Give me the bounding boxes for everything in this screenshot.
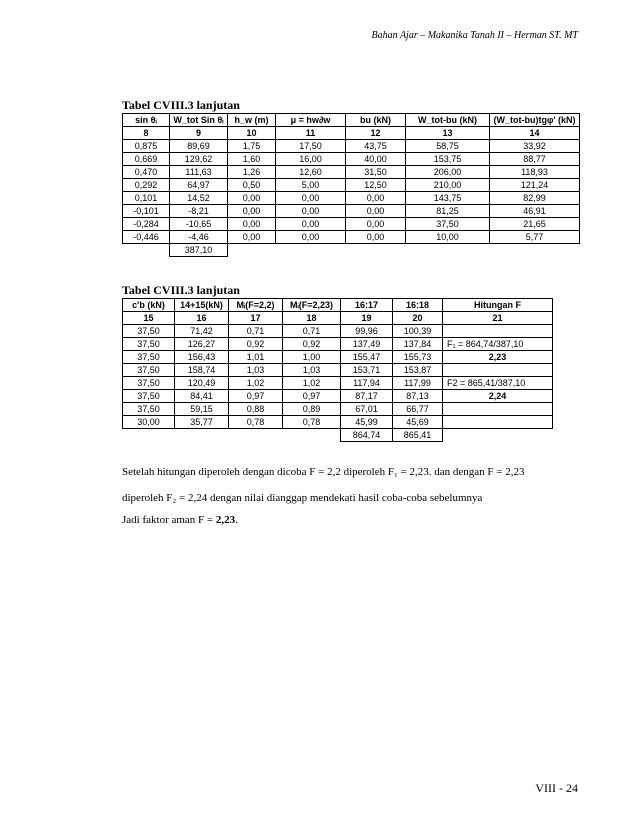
table-cell: 117,94: [341, 377, 393, 390]
table2-header: 14+15(kN): [175, 299, 229, 312]
empty-cell: [283, 429, 341, 442]
empty-cell: [406, 244, 490, 257]
table2-header: 16:17: [341, 299, 393, 312]
table-cell: 17,50: [276, 140, 346, 153]
table-cell: 81,25: [406, 205, 490, 218]
table-row: [123, 179, 580, 192]
table-cell: 89,69: [170, 140, 228, 153]
table-cell: 0,92: [283, 338, 341, 351]
table-cell: 12,60: [276, 166, 346, 179]
table-cell: 0,00: [228, 205, 276, 218]
safety-factor-prefix: Jadi faktor aman F =: [122, 514, 216, 526]
table-cell: 30,00: [123, 416, 175, 429]
table-cell: 210,00: [406, 179, 490, 192]
table-cell: 120,49: [175, 377, 229, 390]
table-cell: 0,50: [228, 179, 276, 192]
table1-col-number: 11: [276, 127, 346, 140]
table-cell: 143,75: [406, 192, 490, 205]
table-cell: 1,60: [228, 153, 276, 166]
table1-col-number: 13: [406, 127, 490, 140]
table-cell: 37,50: [123, 403, 175, 416]
table-cell: 156,43: [175, 351, 229, 364]
table-cell: 45,69: [393, 416, 443, 429]
empty-cell: [123, 429, 175, 442]
table-cell: 87,13: [393, 390, 443, 403]
table-cell: 0,89: [283, 403, 341, 416]
table1-header: bu (kN): [346, 114, 406, 127]
table2-total-row: [123, 429, 553, 442]
table-cell: 0,00: [346, 231, 406, 244]
table-cell: 0,00: [228, 192, 276, 205]
table2-col-number: 21: [443, 312, 553, 325]
table-cell: 129,62: [170, 153, 228, 166]
table-cell: 0,00: [276, 218, 346, 231]
table-cell: 206,00: [406, 166, 490, 179]
table-cell: 0,78: [229, 416, 283, 429]
table-cell: 0,78: [283, 416, 341, 429]
table1-col-number: 9: [170, 127, 228, 140]
table-cell: 14,52: [170, 192, 228, 205]
table-cell: 0,97: [229, 390, 283, 403]
calculation-cell: 2,24: [443, 390, 553, 403]
table-cell: 0,92: [229, 338, 283, 351]
table-row: [123, 364, 553, 377]
table-cell: 1,02: [283, 377, 341, 390]
table-row: [123, 231, 580, 244]
table2-number-row: [123, 312, 553, 325]
table-cell: 43,75: [346, 140, 406, 153]
table-cell: 37,50: [123, 351, 175, 364]
table-row: [123, 403, 553, 416]
table2-col-number: 20: [393, 312, 443, 325]
table-cell: 21,65: [490, 218, 580, 231]
table2-col-number: 19: [341, 312, 393, 325]
table-cell: 66,77: [393, 403, 443, 416]
table-cell: 35,77: [175, 416, 229, 429]
table-cell: 71,42: [175, 325, 229, 338]
table2-header: 16:18: [393, 299, 443, 312]
table-row: [123, 205, 580, 218]
conclusion-line-2: diperoleh F₂ = 2,24 dengan nilai dianggap mendekati hasil coba-coba sebelumnya: [122, 492, 483, 504]
table-cell: 153,75: [406, 153, 490, 166]
table1-header: W_tot-bu (kN): [406, 114, 490, 127]
table-row: [123, 325, 553, 338]
calculation-cell: F2 = 865,41/387,10: [443, 377, 553, 390]
table-cell: 126,27: [175, 338, 229, 351]
table-cell: 5,77: [490, 231, 580, 244]
table1-col-number: 14: [490, 127, 580, 140]
empty-cell: [443, 429, 553, 442]
table-row: [123, 192, 580, 205]
page-header: Bahan Ajar – Makanika Tanah II – Herman ST. MT: [371, 30, 578, 41]
safety-factor-value: 2,23: [215, 514, 236, 526]
table-cell: 0,00: [228, 231, 276, 244]
table-row: [123, 390, 553, 403]
table-cell: -0,101: [123, 205, 170, 218]
table2-col-number: 16: [175, 312, 229, 325]
table2-total-20: 865,41: [393, 429, 443, 442]
table-row: [123, 377, 553, 390]
empty-cell: [229, 429, 283, 442]
table-cell: 0,71: [229, 325, 283, 338]
table-cell: 87,17: [341, 390, 393, 403]
table-cell: 0,00: [346, 218, 406, 231]
table-cell: 84,41: [175, 390, 229, 403]
table-cell: 1,26: [228, 166, 276, 179]
table-cell: 16,00: [276, 153, 346, 166]
table-cell: 37,50: [123, 377, 175, 390]
table1-header: W_tot Sin θᵢ: [170, 114, 228, 127]
table1-header: μ = hw∂w: [276, 114, 346, 127]
table-cell: 153,87: [393, 364, 443, 377]
empty-cell: [228, 244, 276, 257]
table-cell: 37,50: [406, 218, 490, 231]
table2-total-19: 864,74: [341, 429, 393, 442]
calculation-cell: [443, 416, 553, 429]
table-cell: 137,49: [341, 338, 393, 351]
table1-col-number: 12: [346, 127, 406, 140]
table-cell: 82,99: [490, 192, 580, 205]
table-cell: 0,00: [346, 205, 406, 218]
table1-col-number: 10: [228, 127, 276, 140]
conclusion-line-1: Setelah hitungan diperoleh dengan dicoba F = 2,2 diperoleh F₁ = 2,23. dan dengan F = 2,23: [122, 466, 525, 478]
table-cell: 10,00: [406, 231, 490, 244]
table-row: [123, 153, 580, 166]
table1-total-row: [123, 244, 580, 257]
table-cell: 158,74: [175, 364, 229, 377]
table-cell: 67,01: [341, 403, 393, 416]
table-cell: 45,99: [341, 416, 393, 429]
page-number: VIII - 24: [535, 781, 578, 795]
table2: [122, 298, 553, 442]
calculation-cell: 2,23: [443, 351, 553, 364]
table-row: [123, 338, 553, 351]
table-cell: 155,47: [341, 351, 393, 364]
table-cell: 1,00: [283, 351, 341, 364]
table1-col-number: 8: [123, 127, 170, 140]
table1-total: 387,10: [170, 244, 228, 257]
table2-header: c'b (kN): [123, 299, 175, 312]
table1-header: h_w (m): [228, 114, 276, 127]
table1-header: (W_tot-bu)tgφ' (kN): [490, 114, 580, 127]
calculation-cell: [443, 403, 553, 416]
table-cell: 33,92: [490, 140, 580, 153]
table-cell: 0,101: [123, 192, 170, 205]
table-cell: 137,84: [393, 338, 443, 351]
table1-title: Tabel CVIII.3 lanjutan: [122, 98, 240, 112]
table-cell: 46,91: [490, 205, 580, 218]
table-cell: 1,75: [228, 140, 276, 153]
table2-header-row: [123, 299, 553, 312]
table-cell: 37,50: [123, 325, 175, 338]
table-cell: 0,00: [228, 218, 276, 231]
empty-cell: [175, 429, 229, 442]
empty-cell: [490, 244, 580, 257]
empty-cell: [123, 244, 170, 257]
table-cell: 99,96: [341, 325, 393, 338]
table2-col-number: 17: [229, 312, 283, 325]
table-cell: 1,03: [229, 364, 283, 377]
table-cell: 1,02: [229, 377, 283, 390]
table-cell: 12,50: [346, 179, 406, 192]
table-cell: 121,24: [490, 179, 580, 192]
table-cell: -8,21: [170, 205, 228, 218]
table2-header: Mᵢ(F=2,2): [229, 299, 283, 312]
table-row: [123, 166, 580, 179]
table-cell: 37,50: [123, 390, 175, 403]
table-cell: -4,46: [170, 231, 228, 244]
table-cell: 58,75: [406, 140, 490, 153]
empty-cell: [346, 244, 406, 257]
calculation-cell: [443, 364, 553, 377]
table2-header: Hitungan F: [443, 299, 553, 312]
table-cell: 0,71: [283, 325, 341, 338]
table-cell: -0,446: [123, 231, 170, 244]
table2-header: Mᵢ(F=2,23): [283, 299, 341, 312]
table-cell: 0,88: [229, 403, 283, 416]
table-cell: 0,292: [123, 179, 170, 192]
table-cell: 0,470: [123, 166, 170, 179]
table-cell: 0,97: [283, 390, 341, 403]
table-cell: 64,97: [170, 179, 228, 192]
table1-number-row: [123, 127, 580, 140]
table-row: [123, 140, 580, 153]
table-cell: -0,284: [123, 218, 170, 231]
table-cell: 40,00: [346, 153, 406, 166]
table1-header: sin θᵢ: [123, 114, 170, 127]
safety-factor-suffix: .: [235, 514, 238, 526]
table-row: [123, 218, 580, 231]
table-cell: 59,15: [175, 403, 229, 416]
table2-col-number: 18: [283, 312, 341, 325]
table2-col-number: 15: [123, 312, 175, 325]
table-row: [123, 351, 553, 364]
table-cell: 0,00: [276, 192, 346, 205]
table-cell: 37,50: [123, 364, 175, 377]
table-cell: 88,77: [490, 153, 580, 166]
table-cell: 0,875: [123, 140, 170, 153]
conclusion-line-3: [122, 514, 238, 526]
empty-cell: [276, 244, 346, 257]
calculation-cell: F₁ = 864,74/387,10: [443, 338, 553, 351]
table-row: [123, 416, 553, 429]
table-cell: 100,39: [393, 325, 443, 338]
table-cell: 31,50: [346, 166, 406, 179]
table-cell: 0,00: [276, 205, 346, 218]
table-cell: -10,65: [170, 218, 228, 231]
table-cell: 0,669: [123, 153, 170, 166]
table-cell: 0,00: [346, 192, 406, 205]
table-cell: 1,01: [229, 351, 283, 364]
table-cell: 118,93: [490, 166, 580, 179]
table1-header-row: [123, 114, 580, 127]
table-cell: 5,00: [276, 179, 346, 192]
table-cell: 111,63: [170, 166, 228, 179]
table2-title: Tabel CVIII.3 lanjutan: [122, 283, 240, 297]
table1: [122, 113, 580, 257]
table-cell: 155,73: [393, 351, 443, 364]
table-cell: 153,71: [341, 364, 393, 377]
table-cell: 1,03: [283, 364, 341, 377]
table-cell: 37,50: [123, 338, 175, 351]
table-cell: 117,99: [393, 377, 443, 390]
calculation-cell: [443, 325, 553, 338]
table-cell: 0,00: [276, 231, 346, 244]
